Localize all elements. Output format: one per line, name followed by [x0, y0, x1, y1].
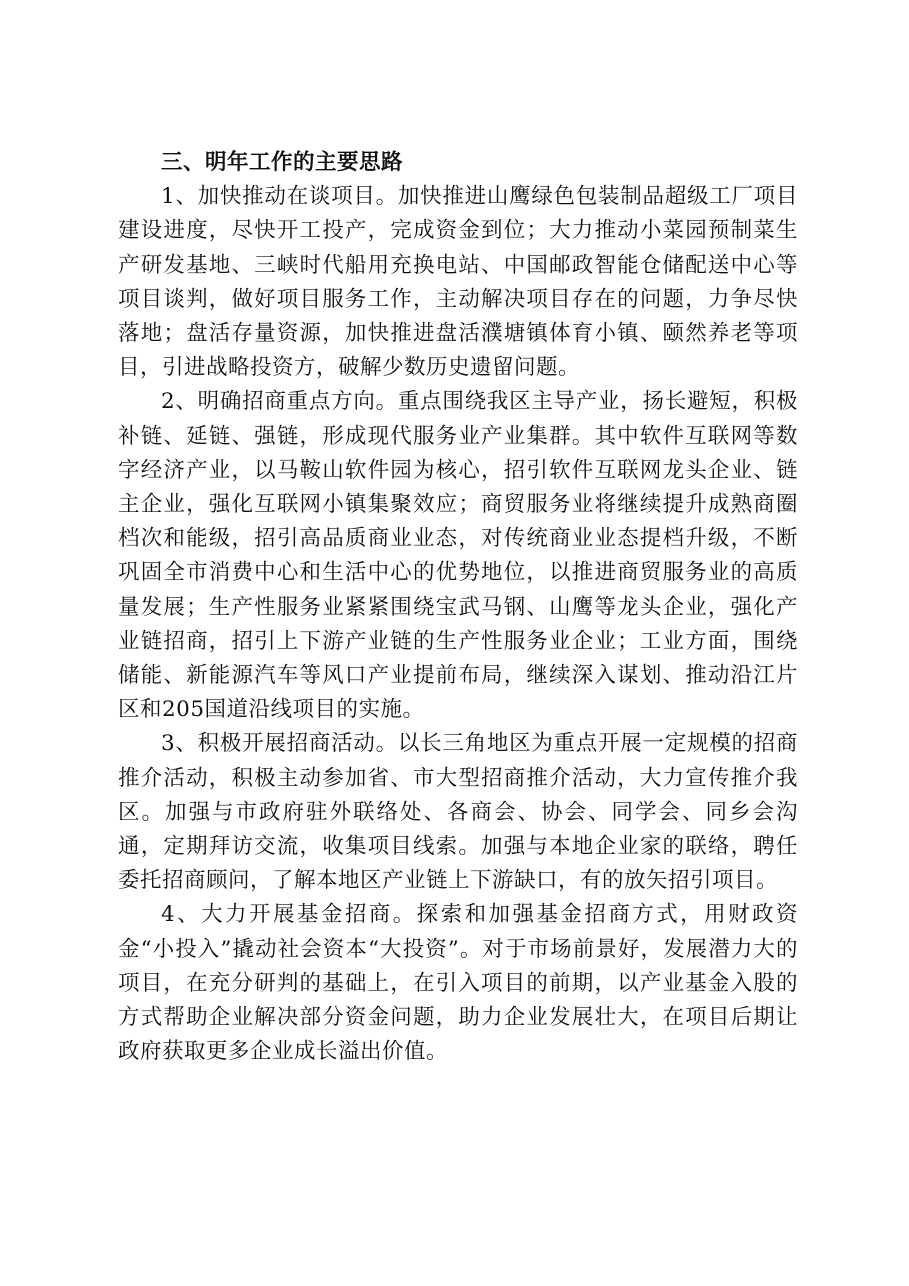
document-body	[118, 146, 798, 1069]
paragraph-4: 4、大力开展基金招商。探索和加强基金招商方式，用财政资金“小投入”撬动社会资本“大投资”。对于市场前景好，发展潜力大的项目，在充分研判的基础上，在引入项目的前期，以产业基金入股的方式帮助企业解决部分资金问题，助力企业发展壮大，在项目后期让政府获取更多企业成长溢出价值。	[118, 902, 798, 1065]
paragraph-1: 1、加快推动在谈项目。加快推进山鹰绿色包装制品超级工厂项目建设进度，尽快开工投产，完成资金到位；大力推动小菜园预制菜生产研发基地、三峡时代船用充换电站、中国邮政智能仓储配送中心等项目谈判，做好项目服务工作，主动解决项目存在的问题，力争尽快落地；盘活存量资源，加快推进盘活濮塘镇体育小镇、颐然养老等项目，引进战略投资方，破解少数历史遗留问题。	[118, 184, 798, 381]
paragraph-3: 3、积极开展招商活动。以长三角地区为重点开展一定规模的招商推介活动，积极主动参加省、市大型招商推介活动，大力宣传推介我区。加强与市政府驻外联络处、各商会、协会、同学会、同乡会沟通，定期拜访交流，收集项目线索。加强与本地企业家的联络，聘任委托招商顾问，了解本地区产业链上下游缺口，有的放矢招引项目。	[118, 731, 798, 894]
section-heading: 三、明年工作的主要思路	[161, 150, 404, 175]
paragraph-2: 2、明确招商重点方向。重点围绕我区主导产业，扬长避短，积极补链、延链、强链，形成现代服务业产业集群。其中软件互联网等数字经济产业，以马鞍山软件园为核心，招引软件互联网龙头企业、链主企业，强化互联网小镇集聚效应；商贸服务业将继续提升成熟商圈档次和能级，招引高品质商业业态，对传统商业业态提档升级，不断巩固全市消费中心和生活中心的优势地位，以推进商贸服务业的高质量发展；生产性服务业紧紧围绕宝武马钢、山鹰等龙头企业，强化产业链招商，招引上下游产业链的生产性服务业企业；工业方面，围绕储能、新能源汽车等风口产业提前布局，继续深入谋划、推动沿江片区和205国道沿线项目的实施。	[118, 389, 798, 723]
